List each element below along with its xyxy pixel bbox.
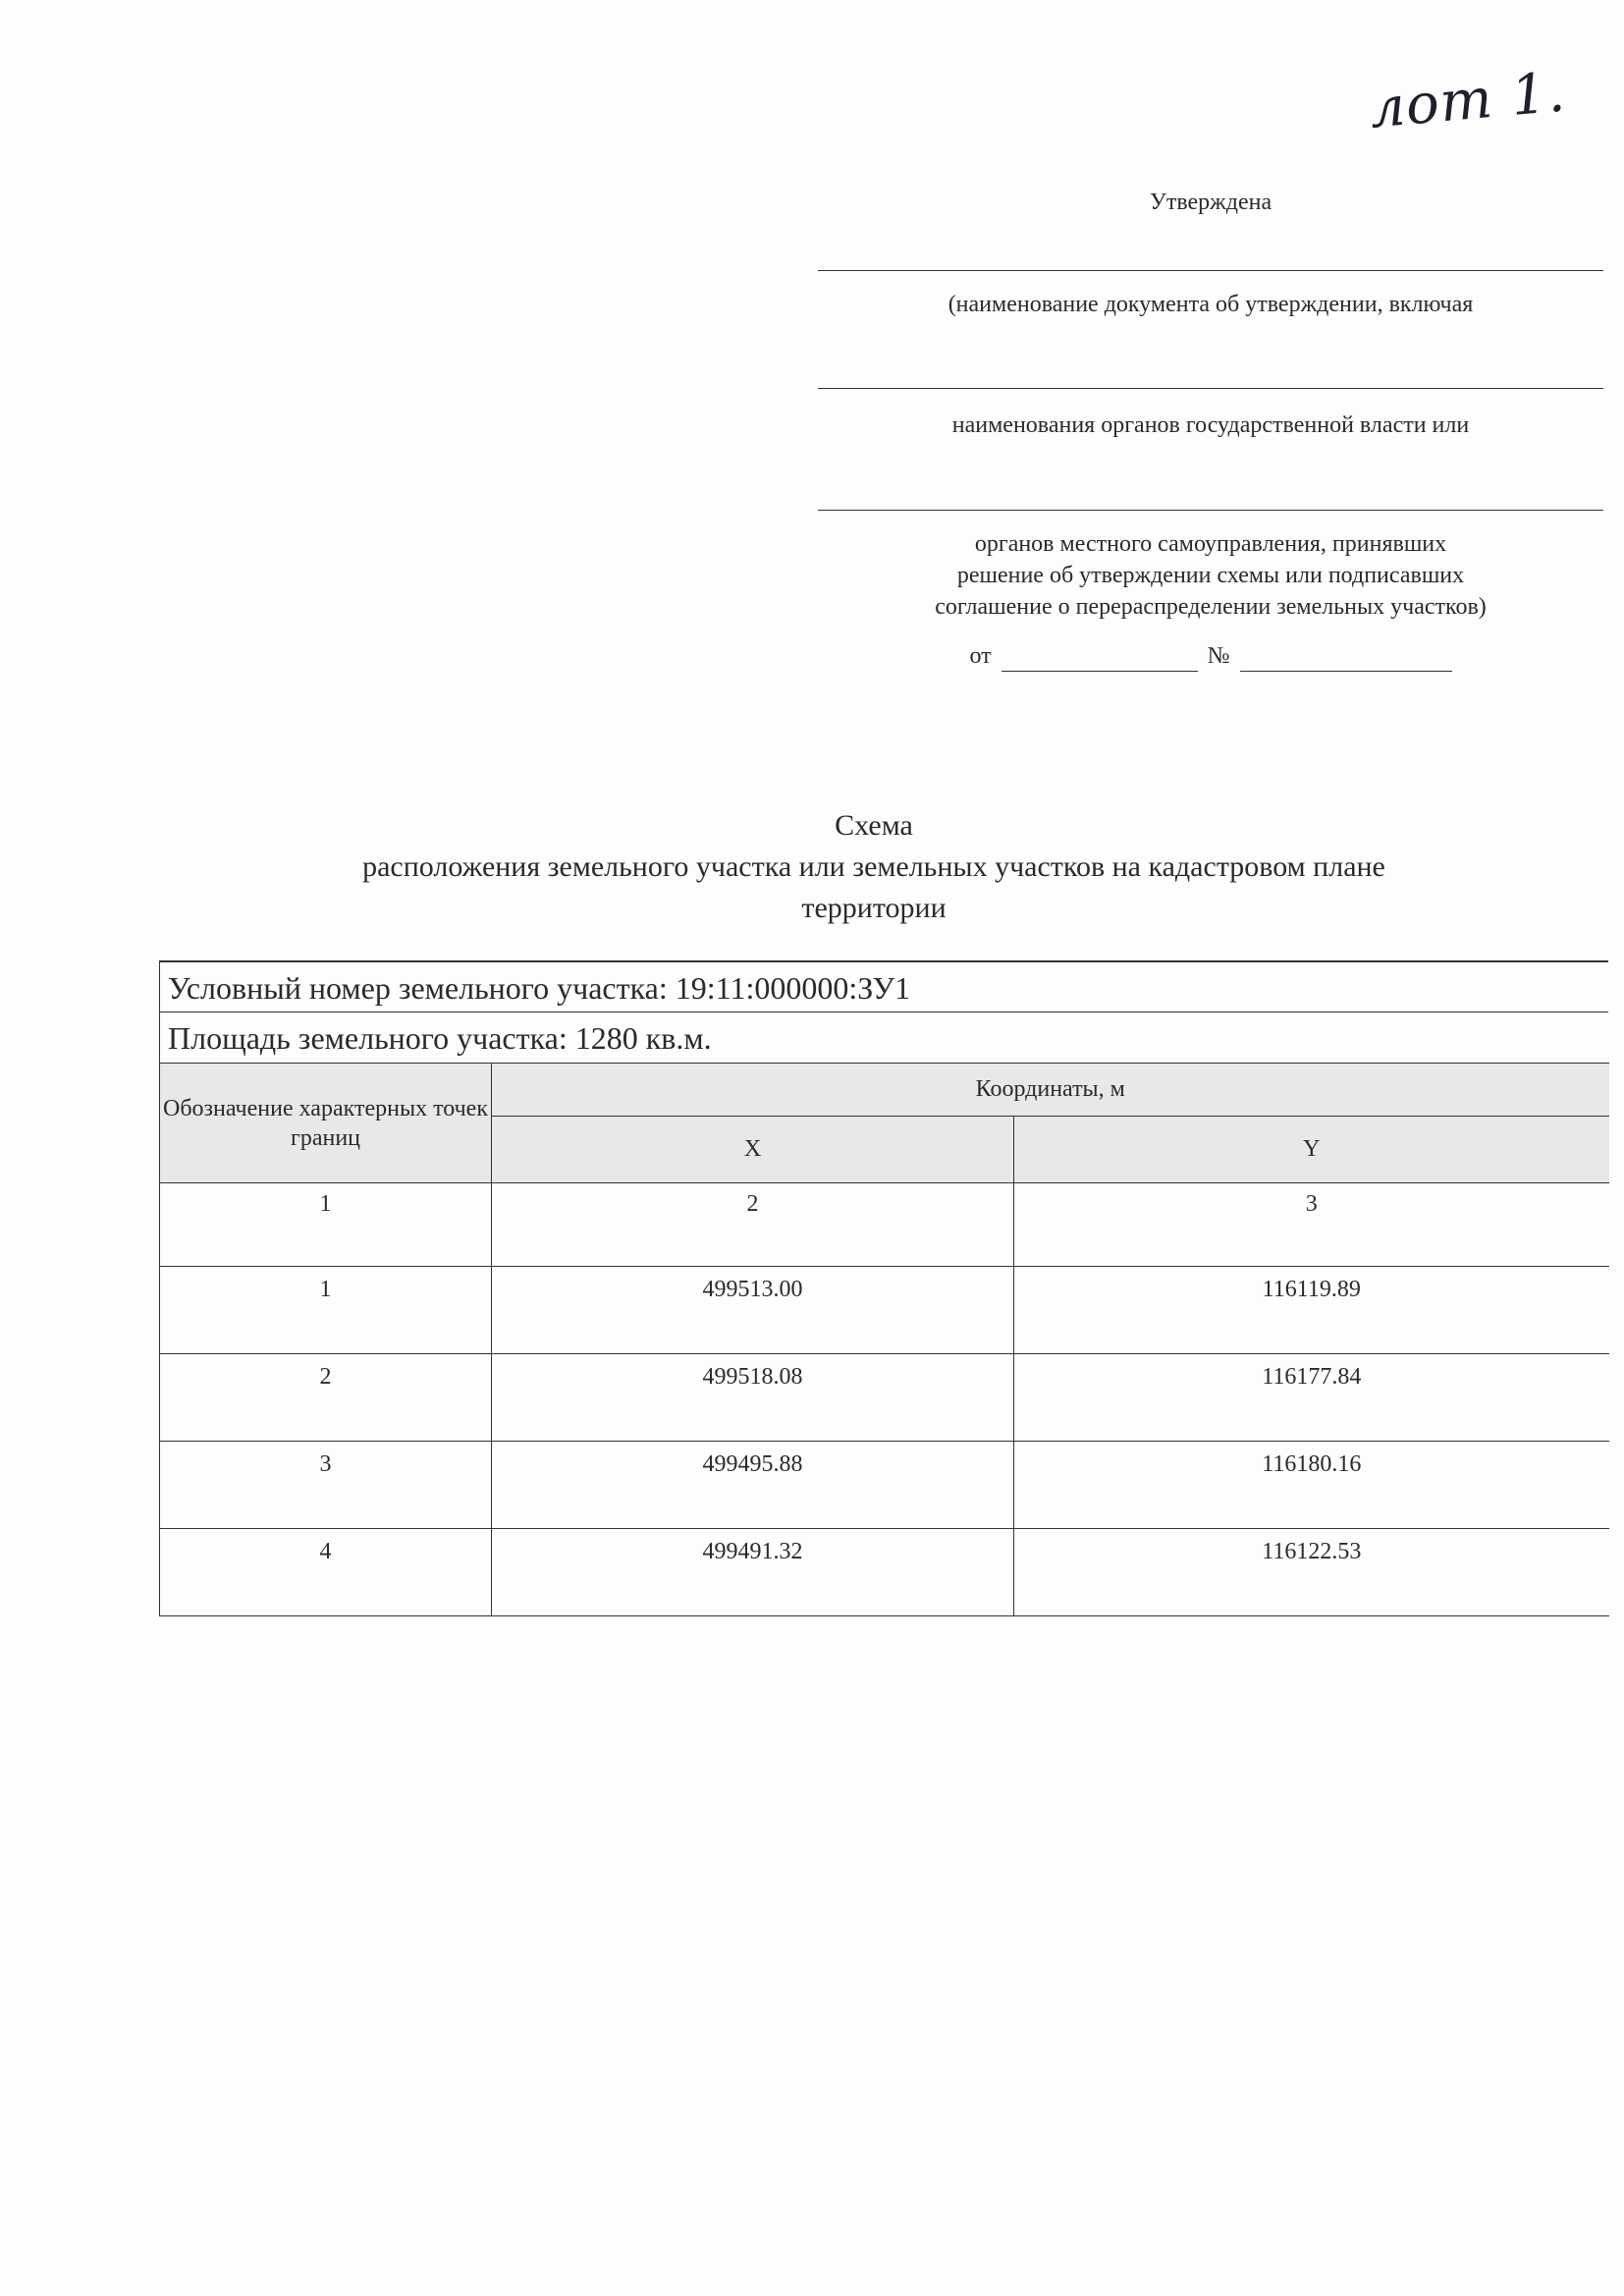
x-cell: 499495.88	[492, 1442, 1014, 1529]
x-cell: 499491.32	[492, 1529, 1014, 1616]
column-number-cell: 3	[1014, 1183, 1609, 1267]
handwritten-lot-note: лот 1.	[1367, 60, 1569, 141]
point-cell: 2	[160, 1354, 492, 1442]
title-line-1: Схема	[835, 809, 913, 842]
approval-caption-2: наименования органов государственной власти или	[951, 412, 1470, 438]
title-line-3: территории	[801, 892, 947, 924]
approval-blank-line-2	[818, 388, 1603, 389]
number-sign: №	[1207, 643, 1230, 669]
x-cell: 499513.00	[492, 1267, 1014, 1354]
column-number-row	[160, 1183, 1609, 1267]
header-y: Y	[1014, 1117, 1609, 1183]
approval-date-number-line	[818, 640, 1603, 672]
approval-title: Утверждена	[1149, 190, 1272, 215]
parcel-number-row: Условный номер земельного участка: 19:11:000000:ЗУ1	[159, 960, 1608, 1011]
approval-blank-line-3	[818, 510, 1603, 511]
approval-caption-1: (наименование документа об утверждении, включая	[947, 292, 1474, 317]
point-cell: 1	[160, 1267, 492, 1354]
y-cell: 116177.84	[1014, 1354, 1609, 1442]
header-coordinates: Координаты, м	[492, 1064, 1609, 1117]
approval-caption-3-line-3: соглашение о перераспределении земельных участков)	[935, 594, 1487, 620]
y-cell: 116119.89	[1014, 1267, 1609, 1354]
point-cell: 4	[160, 1529, 492, 1616]
header-points: Обозначение характерных точек границ	[160, 1064, 492, 1183]
table-row	[160, 1529, 1609, 1616]
coordinates-table-block	[159, 960, 1608, 1616]
header-x: X	[492, 1117, 1014, 1183]
approval-blank-line-1	[818, 270, 1603, 271]
approval-caption-3	[818, 528, 1603, 623]
approval-caption-3-line-2: решение об утверждении схемы или подписавших	[956, 563, 1465, 588]
y-cell: 116122.53	[1014, 1529, 1609, 1616]
column-number-cell: 1	[160, 1183, 492, 1267]
table-row	[160, 1442, 1609, 1529]
parcel-area-row: Площадь земельного участка: 1280 кв.м.	[159, 1011, 1608, 1063]
x-cell: 499518.08	[492, 1354, 1014, 1442]
date-blank	[1001, 647, 1198, 672]
coordinates-table	[159, 1063, 1609, 1616]
column-number-cell: 2	[492, 1183, 1014, 1267]
approval-block	[818, 187, 1603, 672]
table-row	[160, 1354, 1609, 1442]
date-prefix: от	[969, 643, 992, 669]
number-blank	[1240, 647, 1452, 672]
point-cell: 3	[160, 1442, 492, 1529]
document-title	[226, 805, 1522, 929]
title-line-2: расположения земельного участка или земельных участков на кадастровом плане	[362, 850, 1385, 883]
y-cell: 116180.16	[1014, 1442, 1609, 1529]
approval-caption-3-line-1: органов местного самоуправления, принявших	[974, 531, 1447, 557]
table-row	[160, 1267, 1609, 1354]
